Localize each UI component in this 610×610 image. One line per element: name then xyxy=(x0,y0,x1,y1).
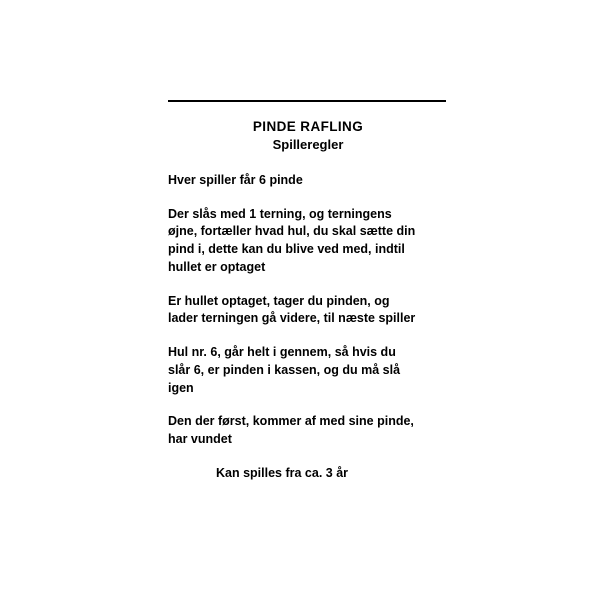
rule-paragraph-5: Den der først, kommer af med sine pinde, har vundet xyxy=(168,414,414,447)
rule-paragraph-3: Er hullet optaget, tager du pinden, og lader terningen gå videre, til næste spiller xyxy=(168,293,416,326)
page-subtitle: Spilleregler xyxy=(272,137,344,153)
closing-note: Kan spilles fra ca. 3 år xyxy=(216,465,349,480)
horizontal-divider xyxy=(168,100,446,102)
rule-paragraph-2: Der slås med 1 terning, og terningens øjne, fortæller hvad hul, du skal sætte din pind i, dette kan du blive ved med, indtil hullet er optaget xyxy=(168,206,416,274)
page-title: PINDE RAFLING xyxy=(252,119,364,134)
title-block xyxy=(168,118,448,154)
document-sheet xyxy=(168,100,448,483)
rule-paragraph-4: Hul nr. 6, går helt i gennem, så hvis du slår 6, er pinden i kassen, og du må slå igen xyxy=(168,345,401,395)
rule-paragraph-1: Hver spiller får 6 pinde xyxy=(168,172,303,187)
